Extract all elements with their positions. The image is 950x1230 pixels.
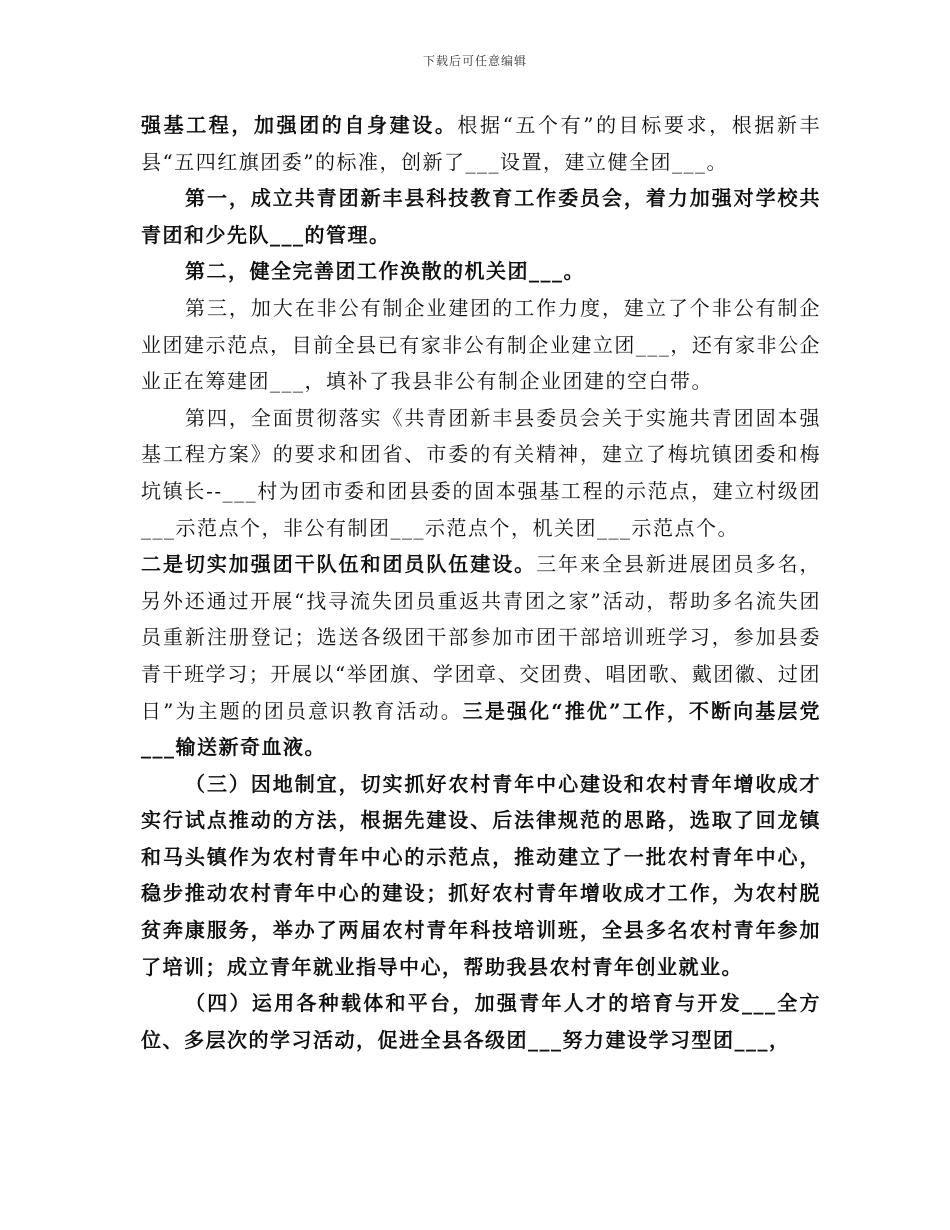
paragraph-4: 第三，加大在非公有制企业建团的工作力度，建立了个非公有制企业团建示范点，目前全县已有家非公有制企业建立团___，还有家非公企业正在筹建团___，填补了我县非公有制企业团建的空白带。	[141, 295, 821, 394]
paragraph-1	[141, 107, 821, 180]
paragraph-6	[141, 546, 821, 766]
paragraph-1-text: 根据“五个有”的目标要求，根据新丰县“五四红旗团委”的标准，创新了___设置，建立健全团___。	[141, 113, 821, 174]
page-header: 下载后可任意编辑	[422, 54, 527, 68]
paragraph-3: 第二，健全完善团工作涣散的机关团___。	[185, 259, 585, 284]
paragraph-2: 第一，成立共青团新丰县科技教育工作委员会，着力加强对学校共青团和少先队___的管理。	[141, 186, 821, 247]
paragraph-5: 第四，全面贯彻落实《共青团新丰县委员会关于实施共青团固本强基工程方案》的要求和团省、市委的有关精神，建立了梅坑镇团委和梅坑镇长--___村为团市委和团县委的固本强基工程的示范点，建立村级团___示范点个，非公有制团___示范点个，机关团___示范点个。	[141, 405, 821, 540]
paragraph-1-bold-lead: 强基工程，加强团的自身建设。	[141, 113, 458, 137]
paragraph-6-text: 三年来全县新进展团员多名，另外还通过开展“找寻流失团员重返共青团之家”活动，帮助多名流失团员重新注册登记；选送各级团干部参加市团干部培训班学习，参加县委青干班学习；开展以“举团旗、学团章、交团费、唱团歌、戴团徽、过团日”为主题的团员意识教育活动。	[141, 552, 822, 723]
paragraph-6-bold-tail: 三是强化“推优”工作，不断向基层党___输送新奇血液。	[141, 698, 821, 760]
paragraph-8: （四）运用各种载体和平台，加强青年人才的培育与开发___全方位、多层次的学习活动，促进全县各级团___努力建设学习型团___，	[141, 991, 821, 1052]
document-body	[141, 107, 821, 1058]
paragraph-6-bold-lead: 二是切实加强团干队伍和团员队伍建设。	[141, 552, 537, 577]
paragraph-7: （三）因地制宜，切实抓好农村青年中心建设和农村青年增收成才实行试点推动的方法，根据先建设、后法律规范的思路，选取了回龙镇和马头镇作为农村青年中心的示范点，推动建立了一批农村青年中心，稳步推动农村青年中心的建设；抓好农村青年增收成才工作，为农村脱贫奔康服务，举办了两届农村青年科技培训班，全县多名农村青年参加了培训；成立青年就业指导中心，帮助我县农村青年创业就业。	[141, 771, 821, 979]
